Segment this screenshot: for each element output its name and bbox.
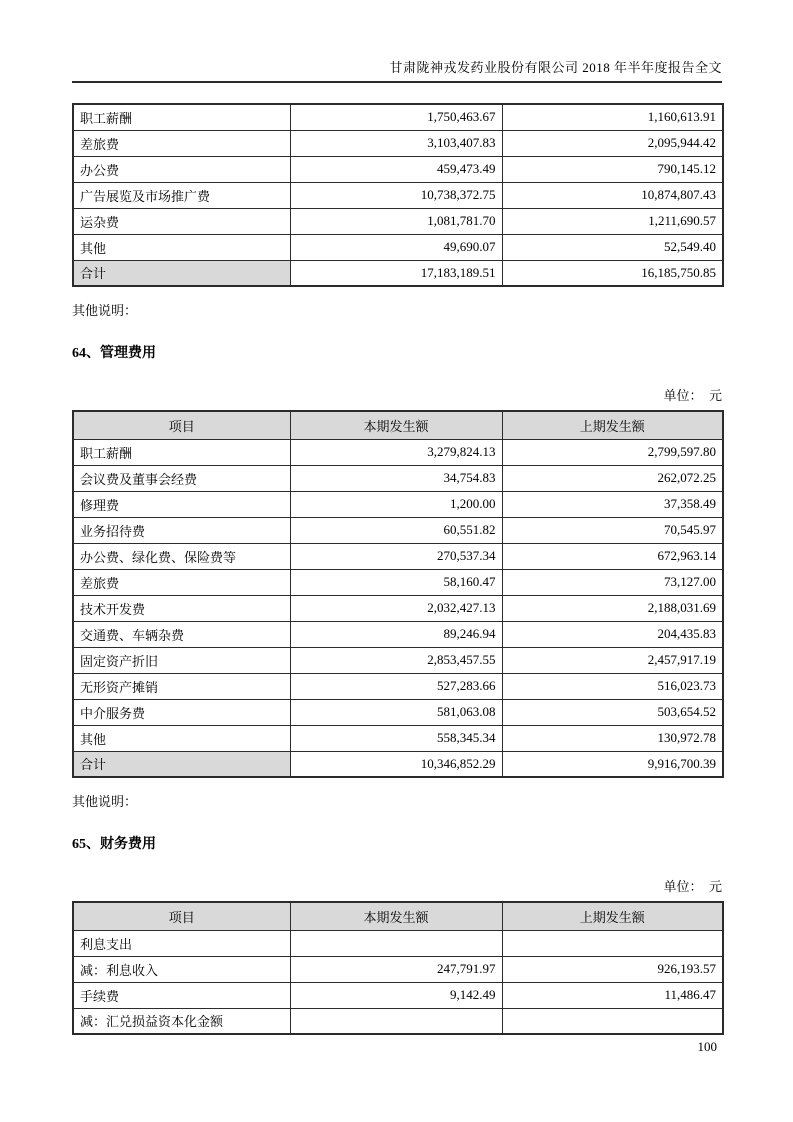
report-header-title: 甘肃陇神戎发药业股份有限公司 2018 年半年度报告全文 (72, 0, 722, 83)
item-label: 减：利息收入 (73, 956, 290, 982)
item-label: 职工薪酬 (73, 104, 290, 130)
item-label: 运杂费 (73, 208, 290, 234)
column-header-prior: 上期发生额 (502, 902, 723, 930)
item-label: 技术开发费 (73, 595, 290, 621)
table-row (73, 182, 723, 208)
current-period-value (290, 1008, 502, 1034)
item-label: 交通费、车辆杂费 (73, 621, 290, 647)
current-period-total: 17,183,189.51 (290, 260, 502, 286)
table-row (73, 104, 723, 130)
current-period-value: 2,853,457.55 (290, 647, 502, 673)
prior-period-value: 926,193.57 (502, 956, 723, 982)
table-row (73, 621, 723, 647)
prior-period-value: 1,160,613.91 (502, 104, 723, 130)
item-label: 利息支出 (73, 930, 290, 956)
current-period-value: 1,200.00 (290, 491, 502, 517)
current-period-value: 558,345.34 (290, 725, 502, 751)
section-heading-65: 65、财务费用 (72, 837, 156, 852)
prior-period-value: 790,145.12 (502, 156, 723, 182)
table-row (73, 439, 723, 465)
item-label: 差旅费 (73, 569, 290, 595)
item-label: 会议费及董事会经费 (73, 465, 290, 491)
current-period-value: 2,032,427.13 (290, 595, 502, 621)
table-total-row (73, 260, 723, 286)
prior-period-total: 9,916,700.39 (502, 751, 723, 777)
table-row (73, 699, 723, 725)
current-period-value: 3,103,407.83 (290, 130, 502, 156)
table-total-row (73, 751, 723, 777)
expense-table-continuation (72, 103, 724, 287)
current-period-value: 89,246.94 (290, 621, 502, 647)
current-period-value: 459,473.49 (290, 156, 502, 182)
item-label: 办公费 (73, 156, 290, 182)
prior-period-value: 2,188,031.69 (502, 595, 723, 621)
column-header-item: 项目 (73, 902, 290, 930)
item-label: 业务招待费 (73, 517, 290, 543)
financial-expenses-table (72, 901, 724, 1035)
table-row (73, 543, 723, 569)
table-header-row (73, 902, 723, 930)
column-header-prior: 上期发生额 (502, 411, 723, 439)
table-row (73, 234, 723, 260)
current-period-value: 527,283.66 (290, 673, 502, 699)
item-label: 职工薪酬 (73, 439, 290, 465)
item-label: 中介服务费 (73, 699, 290, 725)
prior-period-value: 516,023.73 (502, 673, 723, 699)
item-label: 修理费 (73, 491, 290, 517)
prior-period-value: 262,072.25 (502, 465, 723, 491)
current-period-value: 60,551.82 (290, 517, 502, 543)
prior-period-value: 503,654.52 (502, 699, 723, 725)
prior-period-value: 2,799,597.80 (502, 439, 723, 465)
prior-period-value (502, 1008, 723, 1034)
item-label: 手续费 (73, 982, 290, 1008)
current-period-value: 270,537.34 (290, 543, 502, 569)
prior-period-value: 37,358.49 (502, 491, 723, 517)
item-label: 减：汇兑损益资本化金额 (73, 1008, 290, 1034)
current-period-value: 3,279,824.13 (290, 439, 502, 465)
item-label: 广告展览及市场推广费 (73, 182, 290, 208)
prior-period-value: 1,211,690.57 (502, 208, 723, 234)
unit-label: 单位： 元 (663, 879, 722, 894)
item-label: 固定资产折旧 (73, 647, 290, 673)
table-row (73, 930, 723, 956)
table-row (73, 208, 723, 234)
table-row (73, 517, 723, 543)
table-row (73, 465, 723, 491)
total-label: 合计 (73, 260, 290, 286)
current-period-value: 247,791.97 (290, 956, 502, 982)
current-period-value: 1,750,463.67 (290, 104, 502, 130)
other-notes-label: 其他说明： (72, 303, 138, 318)
prior-period-value: 10,874,807.43 (502, 182, 723, 208)
current-period-value: 10,738,372.75 (290, 182, 502, 208)
prior-period-value: 2,095,944.42 (502, 130, 723, 156)
table-row (73, 1008, 723, 1034)
item-label: 无形资产摊销 (73, 673, 290, 699)
prior-period-value: 73,127.00 (502, 569, 723, 595)
table-row (73, 982, 723, 1008)
prior-period-total: 16,185,750.85 (502, 260, 723, 286)
column-header-current: 本期发生额 (290, 902, 502, 930)
table-row (73, 130, 723, 156)
table-row (73, 673, 723, 699)
current-period-value (290, 930, 502, 956)
table-row (73, 156, 723, 182)
prior-period-value: 70,545.97 (502, 517, 723, 543)
item-label: 其他 (73, 725, 290, 751)
table-row (73, 956, 723, 982)
prior-period-value: 2,457,917.19 (502, 647, 723, 673)
table-header-row (73, 411, 723, 439)
column-header-item: 项目 (73, 411, 290, 439)
current-period-total: 10,346,852.29 (290, 751, 502, 777)
table-row (73, 647, 723, 673)
current-period-value: 58,160.47 (290, 569, 502, 595)
item-label: 办公费、绿化费、保险费等 (73, 543, 290, 569)
prior-period-value: 52,549.40 (502, 234, 723, 260)
prior-period-value (502, 930, 723, 956)
current-period-value: 49,690.07 (290, 234, 502, 260)
current-period-value: 9,142.49 (290, 982, 502, 1008)
table-row (73, 725, 723, 751)
prior-period-value: 204,435.83 (502, 621, 723, 647)
item-label: 差旅费 (73, 130, 290, 156)
table-row (73, 569, 723, 595)
prior-period-value: 11,486.47 (502, 982, 723, 1008)
admin-expenses-table (72, 410, 724, 778)
current-period-value: 34,754.83 (290, 465, 502, 491)
other-notes-label: 其他说明： (72, 794, 138, 809)
prior-period-value: 130,972.78 (502, 725, 723, 751)
prior-period-value: 672,963.14 (502, 543, 723, 569)
total-label: 合计 (73, 751, 290, 777)
unit-label: 单位： 元 (663, 388, 722, 403)
table-row (73, 491, 723, 517)
section-heading-64: 64、管理费用 (72, 346, 156, 361)
item-label: 其他 (73, 234, 290, 260)
table-row (73, 595, 723, 621)
page-number: 100 (697, 1039, 717, 1054)
current-period-value: 1,081,781.70 (290, 208, 502, 234)
current-period-value: 581,063.08 (290, 699, 502, 725)
column-header-current: 本期发生额 (290, 411, 502, 439)
